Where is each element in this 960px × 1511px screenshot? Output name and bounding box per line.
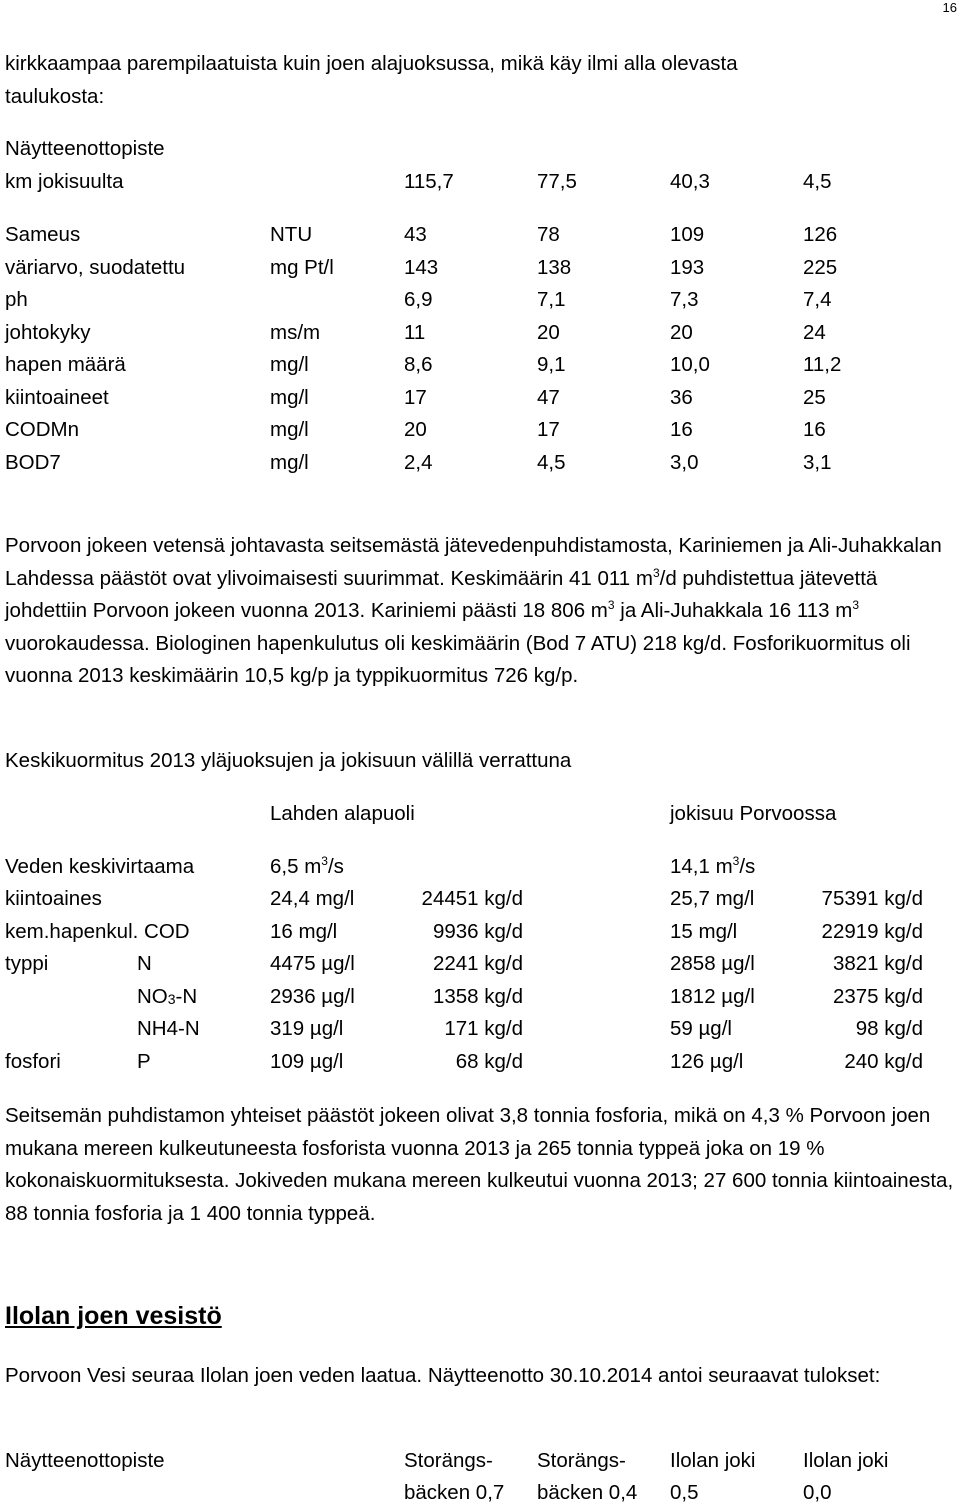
- load-b: 22919 kg/d: [821, 919, 923, 943]
- intro-line-1: kirkkaampaa parempilaatuista kuin joen alajuoksussa, mikä käy ilmi alla olevasta: [5, 52, 738, 75]
- load-a: 68 kg/d: [455, 1049, 523, 1073]
- parameter-name: kiintoaines: [5, 887, 102, 910]
- substance-label: $NO_3-N$: [137, 984, 198, 1008]
- substance-label: NH4-N: [137, 1017, 200, 1040]
- measurement-value: 143: [404, 255, 439, 279]
- sampling-point-label: Näytteenottopiste: [5, 137, 165, 160]
- measurement-value: 47: [537, 385, 560, 409]
- column-jokisuu-porvoossa: jokisuu Porvoossa: [670, 802, 837, 825]
- km-label: km jokisuulta: [5, 170, 124, 193]
- load-a: 2241 kg/d: [432, 952, 523, 975]
- parameter-unit: mg/l: [270, 385, 309, 409]
- paragraph-phosphorus: Seitsemän puhdistamon yhteiset päästöt jokeen olivat 3,8 tonnia fosforia, mikä on 4,3 % Porvoon joen mukana mereen kulkeutuneesta fosforista vuonna 2013 ja 265 tonnia typpeä joka on 19 % kokonaiskuormituksesta. Jokiveden mukana mereen kulkeutui vuonna 2013; 27 600 tonnia kiintoainesta, 88 tonnia fosforia ja 1 400 tonnia typpeä.: [5, 1104, 954, 1225]
- measurement-value: 8,6: [404, 353, 433, 376]
- site-header: Storängs-: [537, 1449, 626, 1472]
- parameter-name: johtokyky: [5, 320, 91, 344]
- concentration-b: 25,7 mg/l: [670, 887, 755, 910]
- measurement-value: 7,4: [803, 288, 832, 311]
- paragraph-emissions: Porvoon jokeen vetensä johtavasta seitsemästä jätevedenpuhdistamosta, Kariniemen ja Ali-Juhakkalan Lahdessa päästöt ovat ylivoimaisesti suurimmat. Keskimäärin 41 011 $m^3/d$ puhdistettua jätevettä johdettiin Porvoon jokeen vuonna 2013. Kariniemi päästi 18 806 $m^3$ ja Ali-Juhakkala 16 113 $m^3$ vuorokaudessa. Biologinen hapenkulutus oli keskimäärin (Bod 7 ATU) 218 kg/d. Fosforikuormitus oli vuonna 2013 keskimäärin 10,5 kg/p ja typpikuormitus 726 kg/p.: [5, 534, 942, 688]
- parameter-unit: mg/l: [270, 418, 309, 441]
- km-value: 40,3: [670, 170, 710, 193]
- measurement-value: 17: [404, 385, 427, 409]
- load-a: 1358 kg/d: [432, 984, 523, 1008]
- concentration-b: 2858 µg/l: [670, 952, 755, 975]
- concentration-a: 2936 µg/l: [270, 984, 355, 1008]
- load-a: 171 kg/d: [444, 1017, 523, 1040]
- concentration-b: 59 µg/l: [670, 1017, 732, 1040]
- parameter-unit: ms/m: [270, 320, 321, 344]
- site-header: 0,0: [803, 1481, 832, 1504]
- site-header: Ilolan joki: [670, 1449, 756, 1472]
- site-header: Ilolan joki: [803, 1449, 889, 1472]
- concentration-b: 15 mg/l: [670, 919, 738, 943]
- flow-a: 6,5 $m^3/s$: [270, 854, 344, 878]
- parameter-unit: mg/l: [270, 353, 309, 376]
- measurement-value: 78: [537, 223, 560, 246]
- load-table-title: Keskikuormitus 2013 yläjuoksujen ja jokisuun välillä verrattuna: [5, 749, 572, 772]
- parameter-name: kem.hapenkul. COD: [5, 919, 190, 943]
- km-value: 77,5: [537, 170, 577, 193]
- substance-label: P: [137, 1049, 151, 1073]
- site-header: bäcken 0,7: [404, 1481, 505, 1504]
- load-a: 24451 kg/d: [421, 887, 523, 910]
- measurement-value: 3,1: [803, 450, 832, 474]
- site-header: Storängs-: [404, 1449, 493, 1472]
- page-number: 16: [942, 0, 957, 15]
- measurement-value: 138: [537, 255, 572, 279]
- km-value: 4,5: [803, 170, 832, 193]
- load-b: 75391 kg/d: [821, 887, 923, 910]
- concentration-a: 319 µg/l: [270, 1017, 344, 1040]
- measurement-value: 2,4: [404, 450, 433, 474]
- parameter-name: hapen määrä: [5, 353, 126, 376]
- load-b: 2375 kg/d: [832, 984, 923, 1008]
- paragraph-ilola: Porvoon Vesi seuraa Ilolan joen veden laatua. Näytteenotto 30.10.2014 antoi seuraavat tulokset:: [5, 1364, 881, 1387]
- measurement-value: 3,0: [670, 450, 699, 474]
- column-lahden-alapuoli: Lahden alapuoli: [270, 802, 415, 825]
- measurement-value: 9,1: [537, 353, 566, 376]
- concentration-a: 24,4 mg/l: [270, 887, 355, 910]
- measurement-value: 225: [803, 255, 838, 279]
- measurement-value: 43: [404, 223, 427, 246]
- site-header: 0,5: [670, 1481, 699, 1504]
- measurement-value: 7,1: [537, 288, 566, 311]
- intro-line-2: taulukosta:: [5, 85, 105, 108]
- measurement-value: 25: [803, 385, 826, 409]
- parameter-unit: mg Pt/l: [270, 255, 334, 279]
- measurement-value: 20: [537, 320, 560, 344]
- load-b: 240 kg/d: [844, 1049, 923, 1073]
- parameter-name: CODMn: [5, 418, 80, 441]
- concentration-a: 16 mg/l: [270, 919, 338, 943]
- measurement-value: 11,2: [803, 353, 842, 376]
- measurement-value: 126: [803, 223, 838, 246]
- site-header: bäcken 0,4: [537, 1481, 638, 1504]
- measurement-value: 109: [670, 223, 705, 246]
- concentration-a: 4475 µg/l: [270, 952, 355, 975]
- concentration-b: 126 µg/l: [670, 1049, 744, 1073]
- measurement-value: 193: [670, 255, 705, 279]
- measurement-value: 24: [803, 320, 826, 344]
- substance-label: N: [137, 952, 152, 975]
- load-b: 98 kg/d: [855, 1017, 923, 1040]
- parameter-name: kiintoaineet: [5, 385, 109, 409]
- measurement-value: 16: [670, 418, 693, 441]
- section-heading: Ilolan joen vesistö: [5, 1302, 222, 1330]
- parameter-name: fosfori: [5, 1049, 61, 1073]
- concentration-a: 109 µg/l: [270, 1049, 344, 1073]
- parameter-name: ph: [5, 288, 28, 311]
- parameter-unit: mg/l: [270, 450, 309, 474]
- measurement-value: 16: [803, 418, 826, 441]
- parameter-name: Sameus: [5, 223, 81, 246]
- measurement-value: 7,3: [670, 288, 699, 311]
- parameter-name: väriarvo, suodatettu: [5, 255, 186, 279]
- parameter-name: BOD7: [5, 450, 61, 474]
- km-value: 115,7: [404, 170, 454, 193]
- measurement-value: 20: [670, 320, 693, 344]
- sampling-point-label: Näytteenottopiste: [5, 1449, 165, 1472]
- measurement-value: 17: [537, 418, 560, 441]
- parameter-name: typpi: [5, 952, 49, 975]
- parameter-unit: NTU: [270, 223, 313, 246]
- measurement-value: 36: [670, 385, 693, 409]
- measurement-value: 10,0: [670, 353, 710, 376]
- measurement-value: 11: [404, 320, 426, 344]
- flow-label: Veden keskivirtaama: [5, 855, 195, 878]
- measurement-value: 4,5: [537, 450, 566, 474]
- flow-b: 14,1 $m^3/s$: [670, 854, 756, 878]
- measurement-value: 6,9: [404, 288, 433, 311]
- concentration-b: 1812 µg/l: [670, 984, 755, 1008]
- measurement-value: 20: [404, 418, 427, 441]
- load-a: 9936 kg/d: [432, 919, 523, 943]
- load-b: 3821 kg/d: [832, 952, 923, 975]
